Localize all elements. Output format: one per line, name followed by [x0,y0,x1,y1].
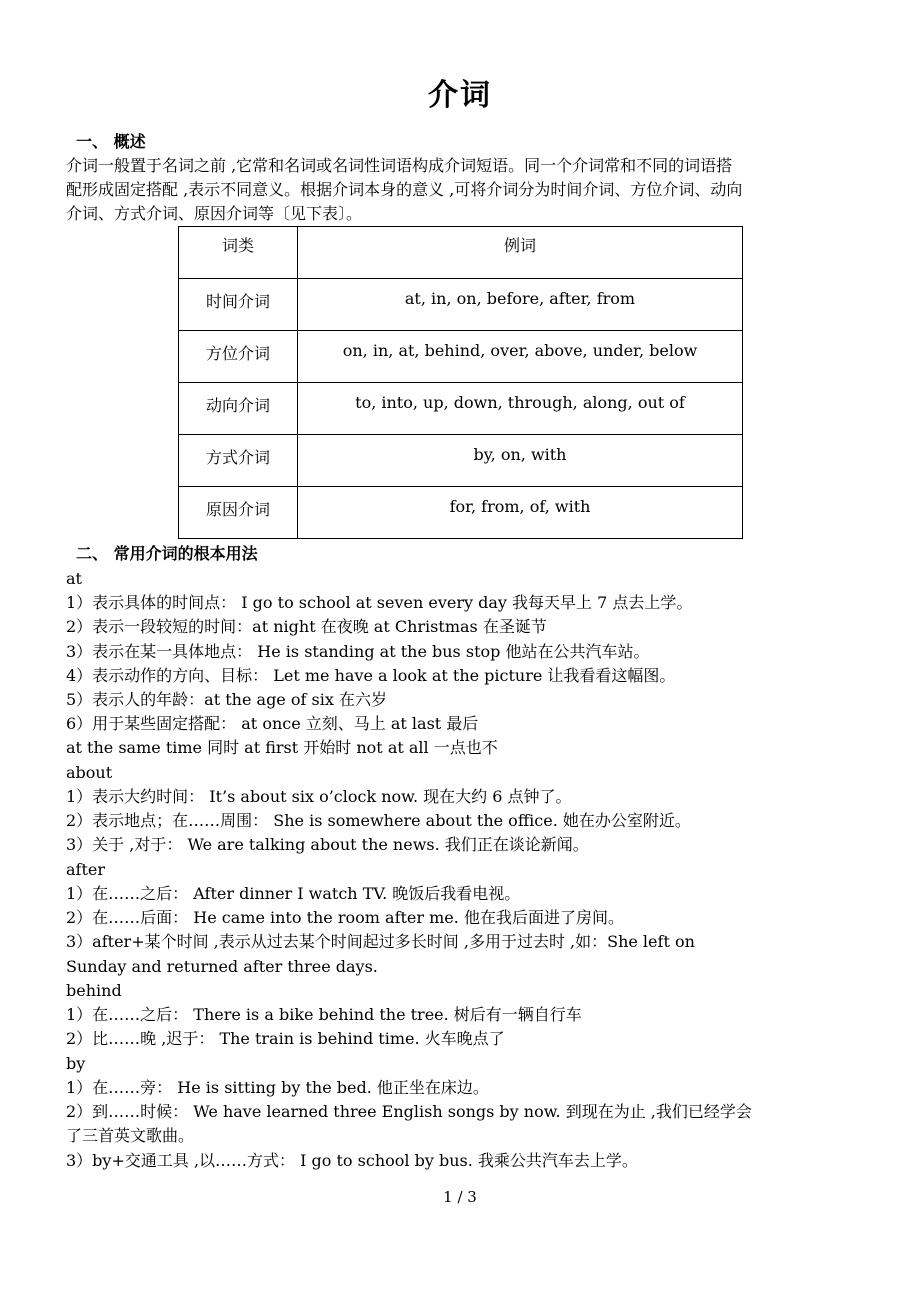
usage-line: about [66,763,113,782]
table-header-cell: 词类 [179,227,298,279]
table-cell-examples: by, on, with [298,435,743,487]
usage-line: 2）表示地点；在……周围： She is somewhere about the office. 她在办公室附近。 [66,811,691,830]
preposition-table [178,226,743,539]
usage-line: 2）到……时候： We have learned three English songs by now. 到现在为止 ,我们已经学会 [66,1102,752,1121]
table-header-cell: 例词 [298,227,743,279]
table-row [179,487,743,539]
table-cell-category: 时间介词 [179,279,298,331]
usage-line: behind [66,981,122,1000]
table-cell-examples: at, in, on, before, after, from [298,279,743,331]
table-cell-examples: on, in, at, behind, over, above, under, below [298,331,743,383]
usage-line: at the same time 同时 at first 开始时 not at all 一点也不 [66,738,498,757]
usage-line: by [66,1054,86,1073]
usage-line: 3）关于 ,对于： We are talking about the news. 我们正在谈论新闻。 [66,835,589,854]
usage-line: 4）表示动作的方向、目标： Let me have a look at the picture 让我看看这幅图。 [66,666,676,685]
usage-line: 2）比……晚 ,迟于： The train is behind time. 火车晚点了 [66,1029,505,1048]
usage-line: 1）在……旁： He is sitting by the bed. 他正坐在床边。 [66,1078,489,1097]
table-cell-category: 原因介词 [179,487,298,539]
table-row [179,331,743,383]
intro-paragraph-line: 介词、方式介词、原因介词等〔见下表〕。 [66,204,363,223]
usage-line: 3）after+某个时间 ,表示从过去某个时间起过多长时间 ,多用于过去时 ,如：She left on [66,932,695,951]
usage-line: 了三首英文歌曲。 [66,1126,195,1145]
table-cell-category: 方位介词 [179,331,298,383]
usage-line: 1）在……之后： After dinner I watch TV. 晚饭后我看电视。 [66,884,521,903]
table-cell-category: 方式介词 [179,435,298,487]
table-cell-category: 动向介词 [179,383,298,435]
usage-line: 1）在……之后： There is a bike behind the tree. 树后有一辆自行车 [66,1005,582,1024]
usage-line: 2）表示一段较短的时间：at night 在夜晚 at Christmas 在圣诞节 [66,617,547,636]
usage-line: 1）表示大约时间： It’s about six o’clock now. 现在大约 6 点钟了。 [66,787,572,806]
table-row [179,279,743,331]
table-header-row [179,227,743,279]
usage-line: Sunday and returned after three days. [66,957,378,976]
table-cell-examples: to, into, up, down, through, along, out of [298,383,743,435]
table-row [179,383,743,435]
intro-paragraph-line: 介词一般置于名词之前 ,它常和名词或名词性词语构成介词短语。同一个介词常和不同的词语搭 [66,156,733,175]
table-row [179,435,743,487]
usage-line: at [66,569,82,588]
usage-line: after [66,860,106,879]
intro-paragraph-line: 配形成固定搭配 ,表示不同意义。根据介词本身的意义 ,可将介词分为时间介词、方位介词、动向 [66,180,743,199]
page-title: 介词 [428,78,492,113]
section-heading-overview: 一、 概述 [76,132,146,151]
usage-line: 3）表示在某一具体地点： He is standing at the bus stop 他站在公共汽车站。 [66,642,650,661]
usage-line: 6）用于某些固定搭配： at once 立刻、马上 at last 最后 [66,714,479,733]
usage-line: 5）表示人的年龄：at the age of six 在六岁 [66,690,387,709]
section-heading-usage: 二、 常用介词的根本用法 [76,544,258,563]
page-number: 1 / 3 [443,1188,477,1206]
usage-line: 2）在……后面： He came into the room after me. 他在我后面进了房间。 [66,908,624,927]
usage-line: 1）表示具体的时间点： I go to school at seven every day 我每天早上 7 点去上学。 [66,593,693,612]
usage-line: 3）by+交通工具 ,以……方式： I go to school by bus. 我乘公共汽车去上学。 [66,1151,638,1170]
table-cell-examples: for, from, of, with [298,487,743,539]
